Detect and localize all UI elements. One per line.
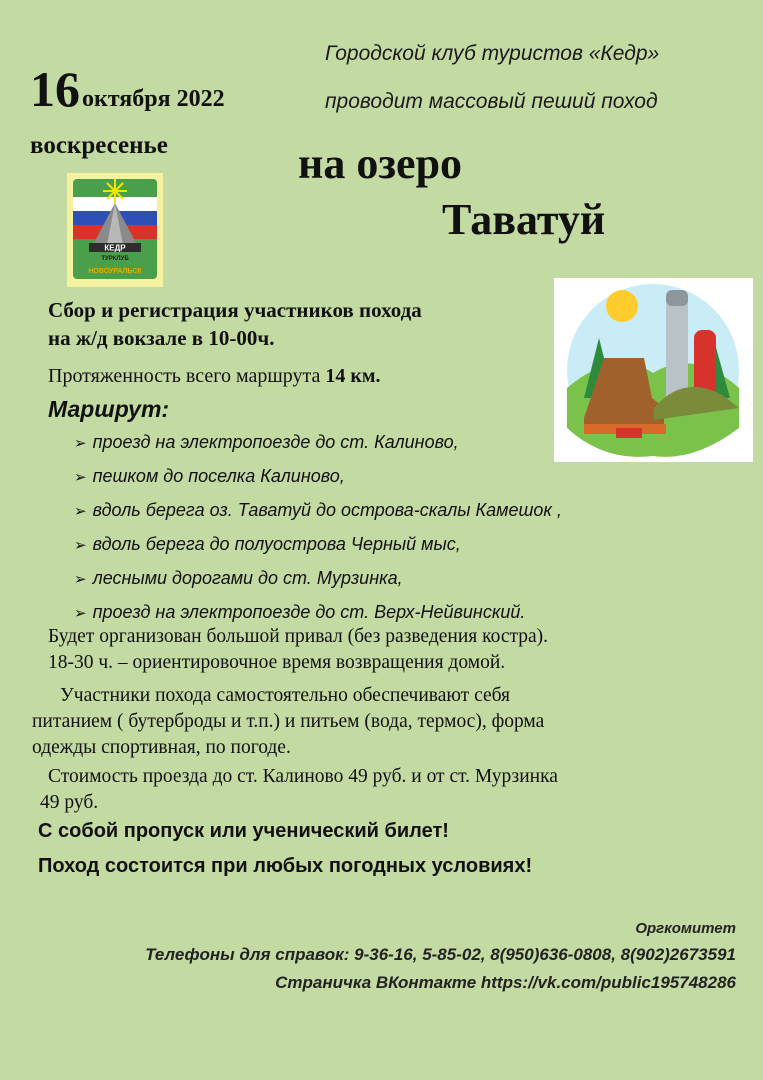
- logo-bottom-text: НОВОУРАЛЬСК: [88, 268, 142, 275]
- route-title: Маршрут:: [48, 396, 170, 422]
- hiking-gear-picture: [554, 278, 753, 462]
- supplies-info-line2: питанием ( бутерброды и т.п.) и питьем (вода, термос), форма: [32, 711, 545, 732]
- event-date: [30, 60, 225, 118]
- fare-info-line2: 49 руб.: [40, 792, 99, 813]
- arrow-bullet-icon: ➢: [74, 537, 87, 554]
- logo-top-text: КЕДР: [104, 243, 126, 253]
- invite-line: проводит массовый пеший поход: [325, 90, 658, 113]
- route-length-label: Протяженность всего маршрута: [48, 365, 321, 387]
- weather-notice: Поход состоится при любых погодных условиях!: [38, 855, 533, 877]
- return-time-info: 18-30 ч. – ориентировочное время возвращения домой.: [48, 652, 506, 673]
- list-item: [74, 428, 562, 462]
- organizer-label: Оргкомитет: [635, 920, 736, 937]
- fare-info-line1: Стоимость проезда до ст. Калиново 49 руб. и от ст. Мурзинка: [48, 766, 558, 787]
- arrow-bullet-icon: ➢: [74, 605, 87, 622]
- rest-stop-info: Будет организован большой привал (без разведения костра).: [48, 626, 549, 647]
- pass-notice: С собой пропуск или ученический билет!: [38, 820, 449, 842]
- supplies-info-line3: одежды спортивная, по погоде.: [32, 737, 291, 758]
- date-day: 16: [30, 61, 80, 117]
- weekday: воскресенье: [30, 132, 168, 159]
- route-item-text: проезд на электропоезде до ст. Калиново,: [92, 432, 459, 452]
- route-length-value: 14 км.: [325, 365, 381, 387]
- logo-middle-text: ТУРКЛУБ: [101, 256, 129, 262]
- route-item-text: проезд на электропоезде до ст. Верх-Нейвинский.: [92, 602, 526, 622]
- gathering-line1: Сбор и регистрация участников похода: [48, 298, 422, 322]
- vk-page-link[interactable]: Страничка ВКонтакте https://vk.com/public195748286: [275, 973, 736, 992]
- list-item: [74, 462, 562, 496]
- route-length: [48, 365, 381, 388]
- list-item: [74, 564, 562, 598]
- list-item: [74, 530, 562, 564]
- route-item-text: пешком до поселка Калиново,: [92, 466, 345, 486]
- route-list: [74, 428, 562, 632]
- list-item: [74, 496, 562, 530]
- club-logo: [67, 173, 163, 287]
- route-item-text: вдоль берега оз. Таватуй до острова-скалы Камешок ,: [92, 500, 562, 520]
- arrow-bullet-icon: ➢: [74, 571, 87, 588]
- date-month: октября 2022: [82, 86, 225, 112]
- destination-line2: Таватуй: [442, 195, 606, 244]
- contact-phones: Телефоны для справок: 9-36-16, 5-85-02, 8(950)636-0808, 8(902)2673591: [145, 945, 736, 964]
- supplies-info-line1: Участники похода самостоятельно обеспечивают себя: [60, 685, 511, 706]
- route-item-text: вдоль берега до полуострова Черный мыс,: [92, 534, 461, 554]
- route-item-text: лесными дорогами до ст. Мурзинка,: [92, 568, 403, 588]
- gathering-info: [48, 296, 422, 352]
- arrow-bullet-icon: ➢: [74, 469, 87, 486]
- arrow-bullet-icon: ➢: [74, 435, 87, 452]
- hiking-gear-icon: [554, 278, 753, 462]
- destination-line1: на озеро: [298, 139, 463, 188]
- club-name: Городской клуб туристов «Кедр»: [325, 42, 660, 65]
- gathering-line2: на ж/д вокзале в 10-00ч.: [48, 326, 275, 350]
- arrow-bullet-icon: ➢: [74, 503, 87, 520]
